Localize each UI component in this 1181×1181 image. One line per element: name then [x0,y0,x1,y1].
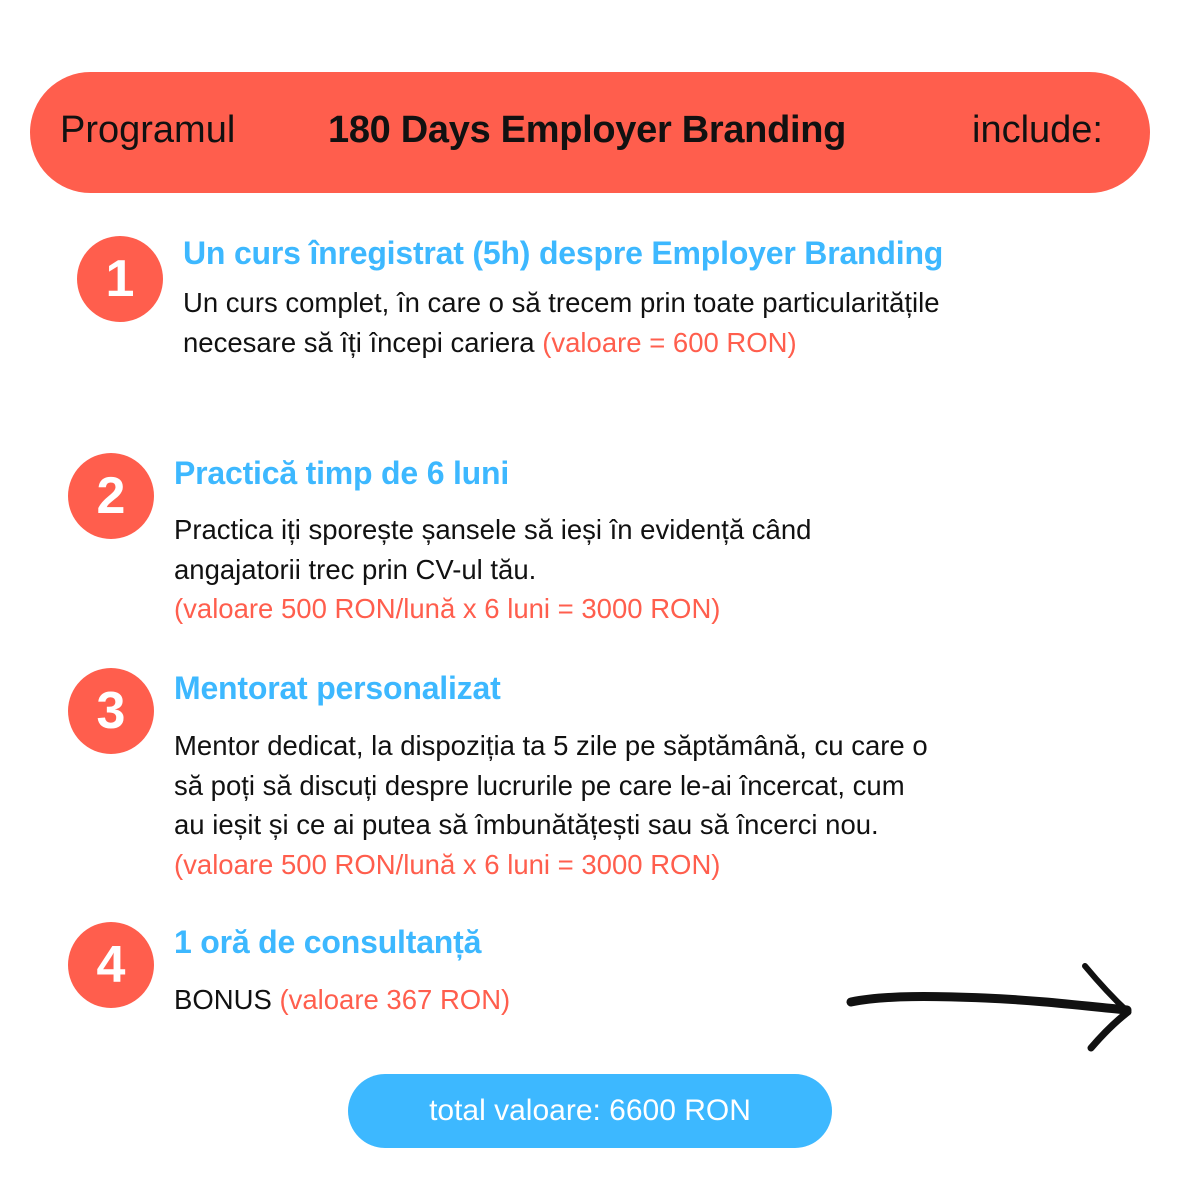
item-title-3: Mentorat personalizat [174,670,501,706]
item-description-1: Un curs complet, în care o să trecem prin toate particularitățile necesare să îți începi cariera (valoare = 600 RON) [183,287,940,358]
item-description-4 [174,980,510,1020]
header-suffix: include: [972,109,1103,151]
item-title-1: Un curs înregistrat (5h) despre Employer Branding [183,235,944,271]
header-prefix: Programul [60,109,236,151]
header-banner [30,72,1150,193]
item-description-2: Practica iți sporește șansele să ieși în evidență când angajatorii trec prin CV-ul tău. (valoare 500 RON/lună x 6 luni = 3000 RON) [174,510,811,629]
item-description-3: Mentor dedicat, la dispoziția ta 5 zile pe săptămână, cu care o să poți să discuți despre lucrurile pe care le-ai încercat, cum au ieșit și ce ai putea să îmbunătățești sau să încerci nou. (valoare 500 RON/lună x 6 luni = 3000 RON) [174,726,928,884]
program-name: 180 Days Employer Branding [328,109,847,151]
item-value-4: (valoare 367 RON) [279,984,511,1015]
right-arrow-icon [845,962,1135,1057]
item-value-2: (valoare 500 RON/lună x 6 luni = 3000 RON) [174,593,721,624]
bonus-label: BONUS [174,984,272,1015]
total-value-badge: total valoare: 6600 RON [348,1074,832,1148]
number-badge-4: 4 [68,922,154,1008]
number-badge-1: 1 [77,236,163,322]
number-badge-2: 2 [68,453,154,539]
item-title-2: Practică timp de 6 luni [174,455,510,491]
item-value-1: (valoare = 600 RON) [542,326,797,358]
item-value-3: (valoare 500 RON/lună x 6 luni = 3000 RON) [174,848,721,880]
number-badge-3: 3 [68,668,154,754]
item-title-4: 1 oră de consultanță [174,924,482,960]
